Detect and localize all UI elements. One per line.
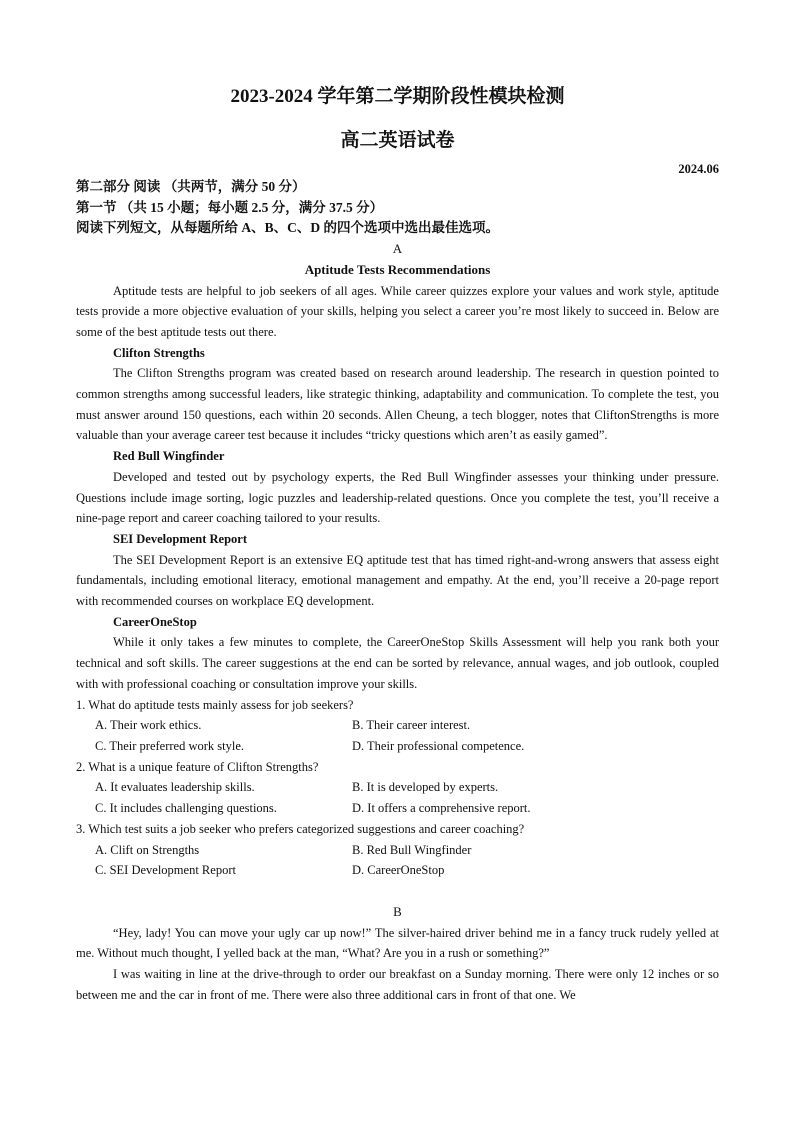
option-d[interactable]: D. CareerOneStop	[352, 863, 445, 878]
section-text-wingfinder: Developed and tested out by psychology experts, the Red Bull Wingfinder assesses your thinking under pressure. Questions include image sorting, logic puzzles and leadership-related questions. Once you complete the test, you’ll receive a nine-page report and career coaching tailored to your results.	[76, 469, 719, 526]
section-heading-wingfinder: Red Bull Wingfinder	[113, 449, 225, 464]
section-heading: 第一节 （共 15 小题；每小题 2.5 分，满分 37.5 分）	[76, 199, 384, 215]
question-options	[76, 777, 719, 818]
option-d[interactable]: D. It offers a comprehensive report.	[352, 801, 531, 816]
option-b[interactable]: B. Their career interest.	[352, 718, 471, 733]
option-a[interactable]: A. It evaluates leadership skills.	[95, 780, 255, 795]
part-heading: 第二部分 阅读 （共两节，满分 50 分）	[76, 179, 306, 194]
question-stem: 3. Which test suits a job seeker who prefers categorized suggestions and career coaching?	[76, 821, 525, 836]
question-options	[76, 715, 719, 756]
exam-page	[76, 86, 719, 1005]
question-options	[76, 840, 719, 881]
passage-a-intro: Aptitude tests are helpful to job seekers of all ages. While career quizzes explore your values and work style, aptitude tests provide a more objective evaluation of your skills, helping you select a career you’re most likely to succeed in. Below are some of the best aptitude tests out there.	[76, 283, 719, 339]
section-text-clifton: The Clifton Strengths program was created based on research around leadership. The research in question pointed to common strengths among successful leaders, like strategic thinking, adaptability and communication. To complete the test, you must answer around 150 questions, each within 20 seconds. Allen Cheung, a tech blogger, notes that CliftonStrengths is more valuable than your average career test because it includes “tricky questions which aren’t as easily gamed”.	[76, 366, 719, 443]
exam-subtitle: 高二英语试卷	[340, 130, 455, 151]
exam-title: 2023-2024 学年第二学期阶段性模块检测	[230, 86, 565, 107]
question-stem: 2. What is a unique feature of Clifton Strengths?	[76, 759, 319, 774]
question-stem: 1. What do aptitude tests mainly assess for job seekers?	[76, 697, 354, 712]
option-a[interactable]: A. Their work ethics.	[95, 718, 202, 733]
passage-a-title: Aptitude Tests Recommendations	[304, 261, 491, 277]
exam-date: 2024.06	[678, 162, 719, 176]
option-a[interactable]: A. Clift on Strengths	[95, 842, 200, 857]
section-heading-sei: SEI Development Report	[113, 531, 248, 546]
section-heading-clifton: Clifton Strengths	[113, 345, 205, 360]
option-c[interactable]: C. It includes challenging questions.	[95, 801, 277, 816]
option-d[interactable]: D. Their professional competence.	[352, 738, 525, 753]
section-text-sei: The SEI Development Report is an extensive EQ aptitude test that has timed right-and-wrong answers that assess eight fundamentals, including emotional literacy, emotional management and empathy. At the end, you’ll receive a 20-page report with recommended courses on workplace EQ development.	[76, 552, 719, 609]
passage-b-paragraph: “Hey, lady! You can move your ugly car up now!” The silver-haired driver behind me in a fancy truck rudely yelled at me. Without much thought, I yelled back at the man, “What? Are you in a rush or something?”	[76, 925, 719, 961]
passage-b-paragraph: I was waiting in line at the drive-through to order our breakfast on a Sunday morning. There were only 12 inches or so between me and the car in front of me. There were also three additional cars in front of that one. We	[76, 967, 719, 1002]
option-b[interactable]: B. It is developed by experts.	[352, 780, 499, 795]
section-heading-careeronestop: CareerOneStop	[113, 614, 197, 629]
option-c[interactable]: C. SEI Development Report	[95, 863, 236, 878]
passage-a-letter: A	[392, 241, 403, 257]
option-c[interactable]: C. Their preferred work style.	[95, 738, 245, 753]
passage-b-letter: B	[393, 903, 402, 919]
option-b[interactable]: B. Red Bull Wingfinder	[352, 842, 472, 857]
section-text-careeronestop: While it only takes a few minutes to complete, the CareerOneStop Skills Assessment will help you rank both your technical and soft skills. The career suggestions at the end can be sorted by relevance, annual wages, and job outlook, coupled with with professional coaching or consultation improve your skills.	[76, 635, 719, 691]
instructions: 阅读下列短文，从每题所给 A、B、C、D 的四个选项中选出最佳选项。	[76, 220, 500, 236]
spacer	[76, 881, 719, 902]
